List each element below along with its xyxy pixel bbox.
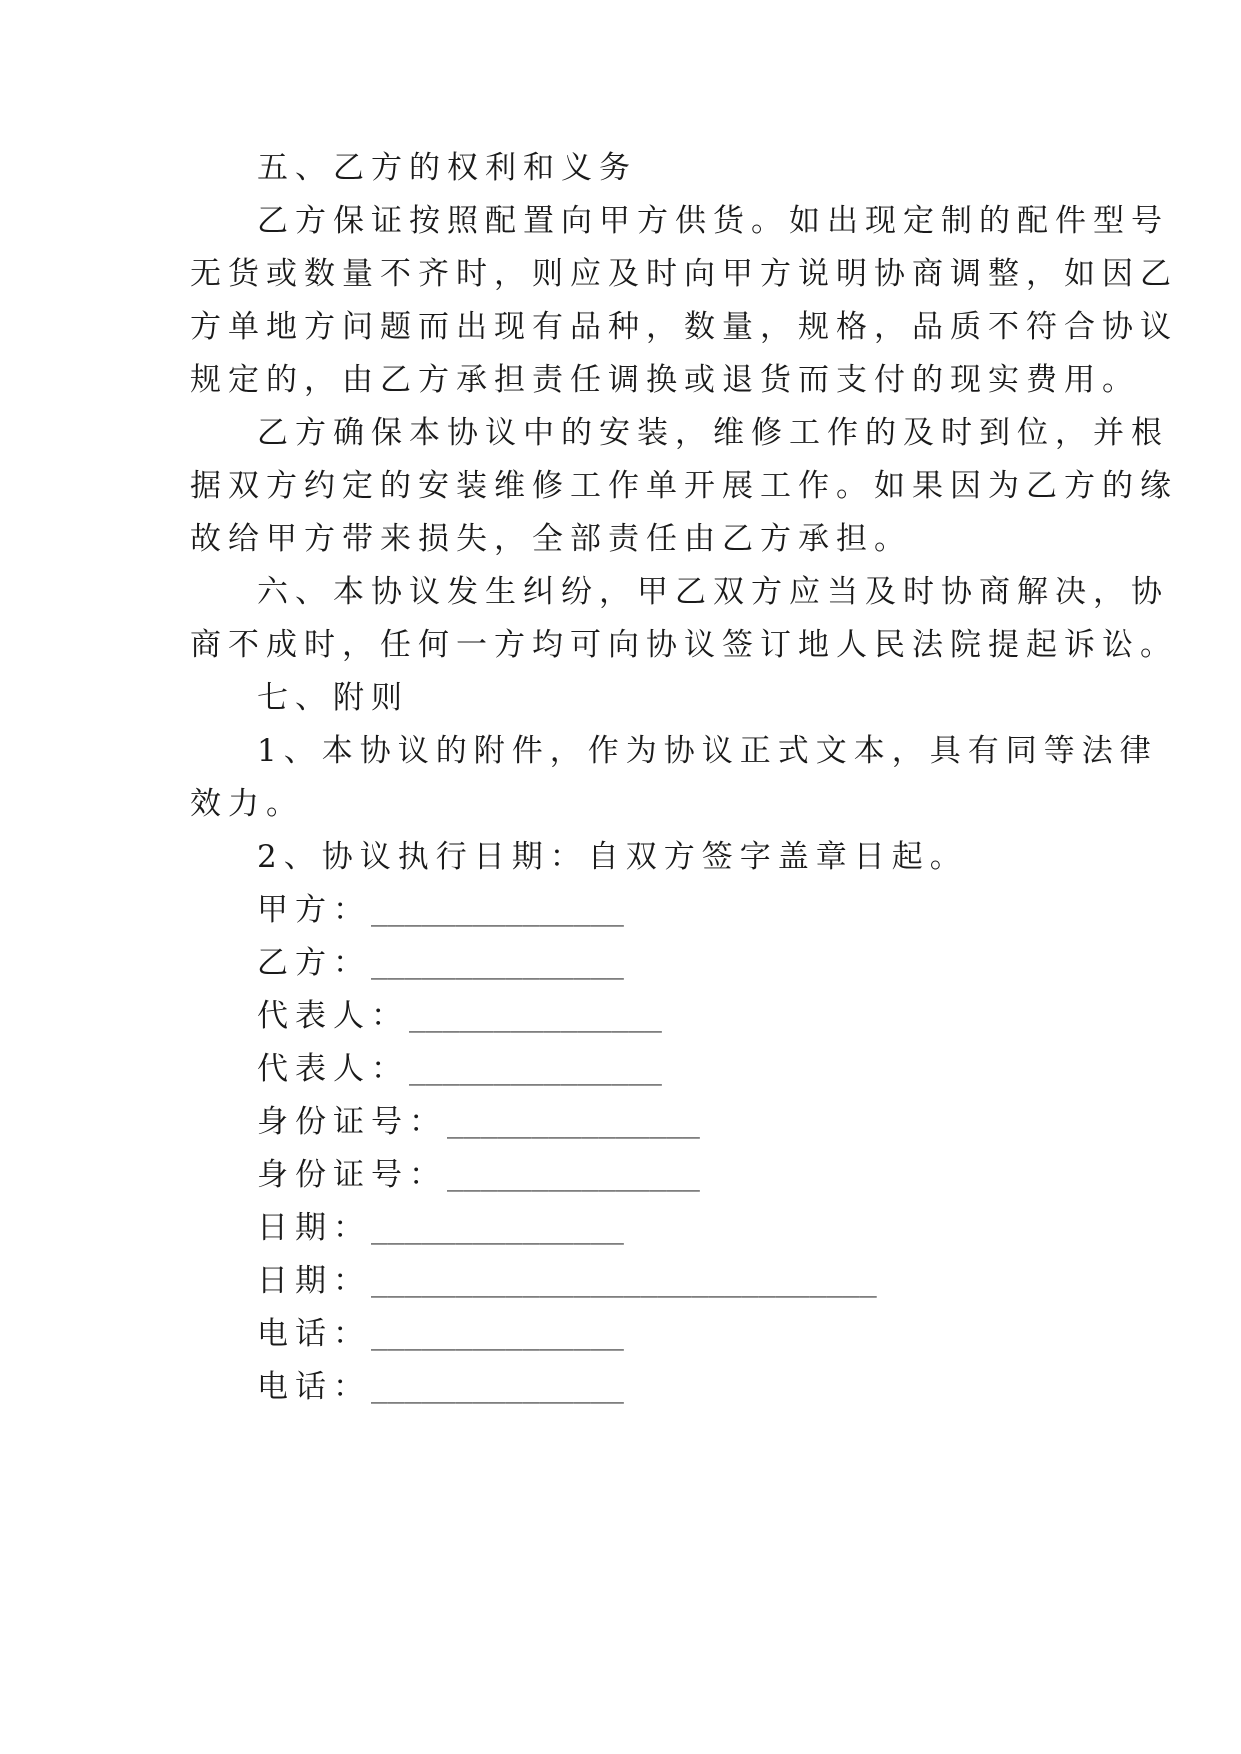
field-blank: ______________________________	[371, 1265, 877, 1298]
section-5-para-1-line-1: 乙方保证按照配置向甲方供货。如出现定制的配件型号	[257, 203, 1169, 239]
field-blank: _______________	[409, 1053, 662, 1086]
section-5-heading: 五、乙方的权利和义务	[257, 150, 637, 186]
signature-field-representative-a	[257, 998, 662, 1034]
field-blank: _______________	[371, 1318, 624, 1351]
field-blank: _______________	[371, 894, 624, 927]
field-label: 电话：	[257, 1316, 371, 1352]
signature-field-id-number-a	[257, 1104, 700, 1140]
signature-field-representative-b	[257, 1051, 662, 1087]
field-label: 日期：	[257, 1210, 371, 1246]
clause-7-1-line-2: 效力。	[190, 786, 304, 822]
field-label: 甲方：	[257, 892, 371, 928]
field-label: 代表人：	[257, 998, 409, 1034]
signature-field-party-a	[257, 892, 624, 928]
field-label: 身份证号：	[257, 1104, 447, 1140]
field-blank: _______________	[371, 947, 624, 980]
field-label: 电话：	[257, 1369, 371, 1405]
section-5-para-2-line-2: 据双方约定的安装维修工作单开展工作。如果因为乙方的缘	[190, 468, 1178, 504]
section-5-para-2-line-3: 故给甲方带来损失，全部责任由乙方承担。	[190, 521, 912, 557]
section-7-heading: 七、附则	[257, 680, 409, 716]
section-5-para-1-line-4: 规定的，由乙方承担责任调换或退货而支付的现实费用。	[190, 362, 1140, 398]
field-label: 身份证号：	[257, 1157, 447, 1193]
signature-field-phone-a	[257, 1316, 624, 1352]
section-5-para-1-line-2: 无货或数量不齐时，则应及时向甲方说明协商调整，如因乙	[190, 256, 1178, 292]
field-label: 日期：	[257, 1263, 371, 1299]
signature-field-date-a	[257, 1210, 624, 1246]
signature-field-date-b	[257, 1263, 877, 1299]
section-5-para-1-line-3: 方单地方问题而出现有品种，数量，规格，品质不符合协议	[190, 309, 1178, 345]
field-label: 乙方：	[257, 945, 371, 981]
signature-field-party-b	[257, 945, 624, 981]
section-5-para-2-line-1: 乙方确保本协议中的安装，维修工作的及时到位，并根	[257, 415, 1169, 451]
field-blank: _______________	[371, 1212, 624, 1245]
clause-7-2: 2、协议执行日期：自双方签字盖章日起。	[257, 839, 968, 875]
section-6-line-1: 六、本协议发生纠纷，甲乙双方应当及时协商解决，协	[257, 574, 1169, 610]
field-blank: _______________	[447, 1106, 700, 1139]
section-6-line-2: 商不成时，任何一方均可向协议签订地人民法院提起诉讼。	[190, 627, 1178, 663]
signature-field-id-number-b	[257, 1157, 700, 1193]
clause-7-1-line-1: 1、本协议的附件，作为协议正式文本，具有同等法律	[257, 733, 1158, 769]
field-label: 代表人：	[257, 1051, 409, 1087]
field-blank: _______________	[371, 1371, 624, 1404]
field-blank: _______________	[409, 1000, 662, 1033]
field-blank: _______________	[447, 1159, 700, 1192]
signature-field-phone-b	[257, 1369, 624, 1405]
